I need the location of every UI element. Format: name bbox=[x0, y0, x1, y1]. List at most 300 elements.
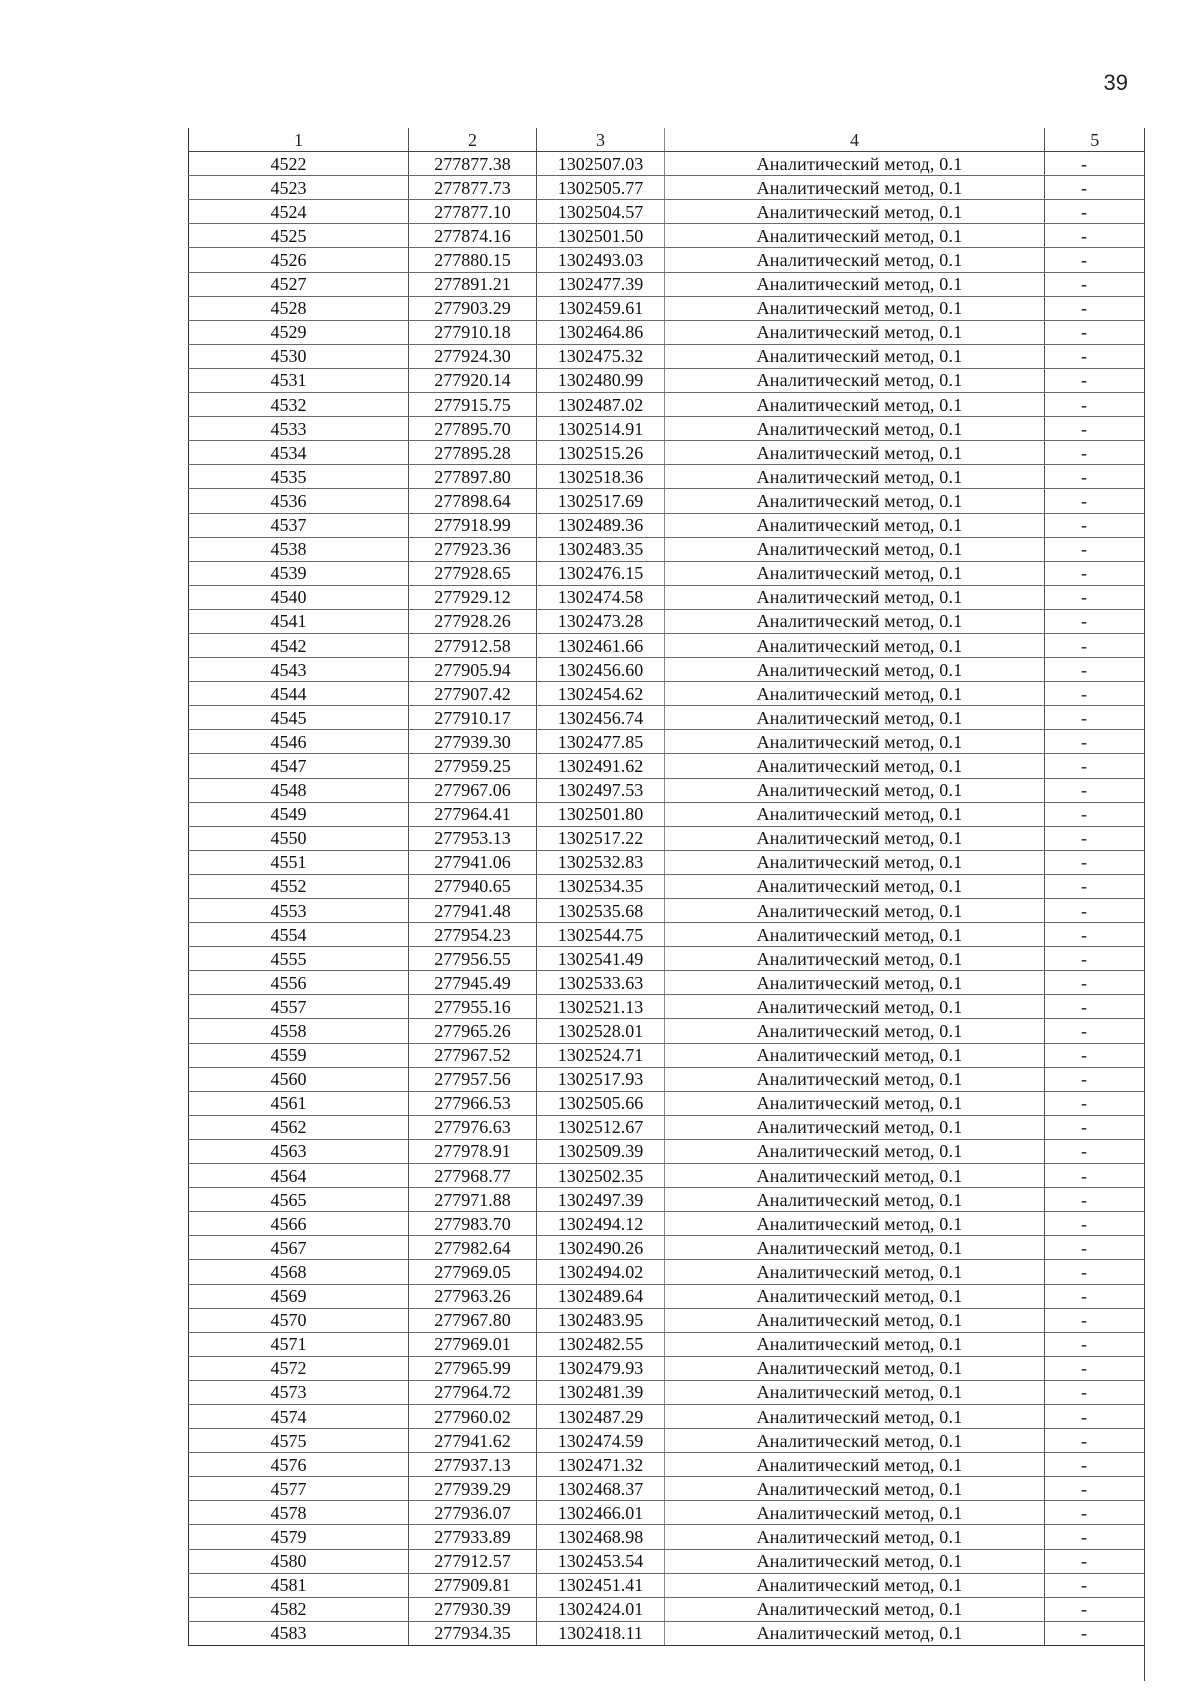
x-coordinate-cell: 277941.48 bbox=[409, 899, 537, 923]
point-number-cell: 4528 bbox=[189, 296, 409, 320]
note-cell: - bbox=[1045, 465, 1145, 489]
method-cell: Аналитический метод, 0.1 bbox=[665, 947, 1045, 971]
note-cell: - bbox=[1045, 730, 1145, 754]
table-row bbox=[189, 1164, 1145, 1188]
method-cell: Аналитический метод, 0.1 bbox=[665, 1356, 1045, 1380]
note-cell: - bbox=[1045, 441, 1145, 465]
point-number-cell: 4544 bbox=[189, 682, 409, 706]
note-cell: - bbox=[1045, 778, 1145, 802]
y-coordinate-cell: 1302521.13 bbox=[537, 995, 665, 1019]
x-coordinate-cell: 277909.81 bbox=[409, 1573, 537, 1597]
point-number-cell: 4523 bbox=[189, 176, 409, 200]
table-row bbox=[189, 1501, 1145, 1525]
x-coordinate-cell: 277939.30 bbox=[409, 730, 537, 754]
y-coordinate-cell: 1302477.85 bbox=[537, 730, 665, 754]
note-cell: - bbox=[1045, 1164, 1145, 1188]
x-coordinate-cell: 277965.99 bbox=[409, 1356, 537, 1380]
point-number-cell: 4529 bbox=[189, 320, 409, 344]
note-cell: - bbox=[1045, 1091, 1145, 1115]
note-cell: - bbox=[1045, 1067, 1145, 1091]
x-coordinate-cell: 277967.80 bbox=[409, 1308, 537, 1332]
x-coordinate-cell: 277895.28 bbox=[409, 441, 537, 465]
point-number-cell: 4551 bbox=[189, 850, 409, 874]
y-coordinate-cell: 1302464.86 bbox=[537, 320, 665, 344]
table-row bbox=[189, 1043, 1145, 1067]
method-cell: Аналитический метод, 0.1 bbox=[665, 1260, 1045, 1284]
note-cell: - bbox=[1045, 1549, 1145, 1573]
y-coordinate-cell: 1302541.49 bbox=[537, 947, 665, 971]
point-number-cell: 4568 bbox=[189, 1260, 409, 1284]
note-cell: - bbox=[1045, 706, 1145, 730]
point-number-cell: 4527 bbox=[189, 272, 409, 296]
table-row bbox=[189, 633, 1145, 657]
note-cell: - bbox=[1045, 923, 1145, 947]
x-coordinate-cell: 277939.29 bbox=[409, 1477, 537, 1501]
x-coordinate-cell: 277903.29 bbox=[409, 296, 537, 320]
method-cell: Аналитический метод, 0.1 bbox=[665, 1091, 1045, 1115]
table-row bbox=[189, 176, 1145, 200]
method-cell: Аналитический метод, 0.1 bbox=[665, 344, 1045, 368]
point-number-cell: 4577 bbox=[189, 1477, 409, 1501]
method-cell: Аналитический метод, 0.1 bbox=[665, 899, 1045, 923]
method-cell: Аналитический метод, 0.1 bbox=[665, 1308, 1045, 1332]
coordinates-table bbox=[188, 128, 1145, 1646]
x-coordinate-cell: 277891.21 bbox=[409, 272, 537, 296]
table-right-border bbox=[1144, 128, 1145, 1681]
note-cell: - bbox=[1045, 1597, 1145, 1621]
note-cell: - bbox=[1045, 1573, 1145, 1597]
y-coordinate-cell: 1302502.35 bbox=[537, 1164, 665, 1188]
point-number-cell: 4538 bbox=[189, 537, 409, 561]
y-coordinate-cell: 1302483.35 bbox=[537, 537, 665, 561]
x-coordinate-cell: 277930.39 bbox=[409, 1597, 537, 1621]
note-cell: - bbox=[1045, 609, 1145, 633]
table-row bbox=[189, 826, 1145, 850]
note-cell: - bbox=[1045, 393, 1145, 417]
note-cell: - bbox=[1045, 272, 1145, 296]
table-row bbox=[189, 417, 1145, 441]
table-row bbox=[189, 802, 1145, 826]
method-cell: Аналитический метод, 0.1 bbox=[665, 850, 1045, 874]
note-cell: - bbox=[1045, 296, 1145, 320]
y-coordinate-cell: 1302468.37 bbox=[537, 1477, 665, 1501]
note-cell: - bbox=[1045, 489, 1145, 513]
point-number-cell: 4570 bbox=[189, 1308, 409, 1332]
x-coordinate-cell: 277969.01 bbox=[409, 1332, 537, 1356]
y-coordinate-cell: 1302456.60 bbox=[537, 658, 665, 682]
note-cell: - bbox=[1045, 1525, 1145, 1549]
x-coordinate-cell: 277954.23 bbox=[409, 923, 537, 947]
table-row bbox=[189, 1212, 1145, 1236]
note-cell: - bbox=[1045, 826, 1145, 850]
table-row bbox=[189, 1067, 1145, 1091]
table-row bbox=[189, 1404, 1145, 1428]
point-number-cell: 4552 bbox=[189, 874, 409, 898]
point-number-cell: 4572 bbox=[189, 1356, 409, 1380]
y-coordinate-cell: 1302471.32 bbox=[537, 1453, 665, 1477]
table-row bbox=[189, 200, 1145, 224]
method-cell: Аналитический метод, 0.1 bbox=[665, 1019, 1045, 1043]
point-number-cell: 4542 bbox=[189, 633, 409, 657]
x-coordinate-cell: 277934.35 bbox=[409, 1621, 537, 1645]
point-number-cell: 4565 bbox=[189, 1188, 409, 1212]
note-cell: - bbox=[1045, 320, 1145, 344]
point-number-cell: 4583 bbox=[189, 1621, 409, 1645]
method-cell: Аналитический метод, 0.1 bbox=[665, 1067, 1045, 1091]
method-cell: Аналитический метод, 0.1 bbox=[665, 730, 1045, 754]
method-cell: Аналитический метод, 0.1 bbox=[665, 417, 1045, 441]
method-cell: Аналитический метод, 0.1 bbox=[665, 609, 1045, 633]
x-coordinate-cell: 277971.88 bbox=[409, 1188, 537, 1212]
table-row bbox=[189, 1597, 1145, 1621]
y-coordinate-cell: 1302454.62 bbox=[537, 682, 665, 706]
table-row bbox=[189, 874, 1145, 898]
y-coordinate-cell: 1302456.74 bbox=[537, 706, 665, 730]
column-header-3: 3 bbox=[537, 128, 665, 152]
y-coordinate-cell: 1302424.01 bbox=[537, 1597, 665, 1621]
y-coordinate-cell: 1302517.22 bbox=[537, 826, 665, 850]
column-header-4: 4 bbox=[665, 128, 1045, 152]
y-coordinate-cell: 1302490.26 bbox=[537, 1236, 665, 1260]
page-number: 39 bbox=[1103, 70, 1128, 95]
x-coordinate-cell: 277912.58 bbox=[409, 633, 537, 657]
method-cell: Аналитический метод, 0.1 bbox=[665, 826, 1045, 850]
table-row bbox=[189, 441, 1145, 465]
y-coordinate-cell: 1302461.66 bbox=[537, 633, 665, 657]
y-coordinate-cell: 1302507.03 bbox=[537, 152, 665, 176]
x-coordinate-cell: 277976.63 bbox=[409, 1115, 537, 1139]
x-coordinate-cell: 277940.65 bbox=[409, 874, 537, 898]
table-row bbox=[189, 1549, 1145, 1573]
x-coordinate-cell: 277936.07 bbox=[409, 1501, 537, 1525]
note-cell: - bbox=[1045, 344, 1145, 368]
x-coordinate-cell: 277965.26 bbox=[409, 1019, 537, 1043]
note-cell: - bbox=[1045, 368, 1145, 392]
method-cell: Аналитический метод, 0.1 bbox=[665, 706, 1045, 730]
note-cell: - bbox=[1045, 513, 1145, 537]
point-number-cell: 4561 bbox=[189, 1091, 409, 1115]
point-number-cell: 4558 bbox=[189, 1019, 409, 1043]
note-cell: - bbox=[1045, 1236, 1145, 1260]
method-cell: Аналитический метод, 0.1 bbox=[665, 1043, 1045, 1067]
method-cell: Аналитический метод, 0.1 bbox=[665, 393, 1045, 417]
note-cell: - bbox=[1045, 682, 1145, 706]
point-number-cell: 4530 bbox=[189, 344, 409, 368]
note-cell: - bbox=[1045, 176, 1145, 200]
column-header-1: 1 bbox=[189, 128, 409, 152]
y-coordinate-cell: 1302493.03 bbox=[537, 248, 665, 272]
note-cell: - bbox=[1045, 1404, 1145, 1428]
x-coordinate-cell: 277907.42 bbox=[409, 682, 537, 706]
method-cell: Аналитический метод, 0.1 bbox=[665, 1525, 1045, 1549]
method-cell: Аналитический метод, 0.1 bbox=[665, 1501, 1045, 1525]
y-coordinate-cell: 1302483.95 bbox=[537, 1308, 665, 1332]
y-coordinate-cell: 1302453.54 bbox=[537, 1549, 665, 1573]
point-number-cell: 4548 bbox=[189, 778, 409, 802]
y-coordinate-cell: 1302494.02 bbox=[537, 1260, 665, 1284]
method-cell: Аналитический метод, 0.1 bbox=[665, 176, 1045, 200]
x-coordinate-cell: 277978.91 bbox=[409, 1139, 537, 1163]
point-number-cell: 4535 bbox=[189, 465, 409, 489]
note-cell: - bbox=[1045, 1188, 1145, 1212]
method-cell: Аналитический метод, 0.1 bbox=[665, 489, 1045, 513]
point-number-cell: 4549 bbox=[189, 802, 409, 826]
x-coordinate-cell: 277964.41 bbox=[409, 802, 537, 826]
point-number-cell: 4539 bbox=[189, 561, 409, 585]
point-number-cell: 4563 bbox=[189, 1139, 409, 1163]
point-number-cell: 4536 bbox=[189, 489, 409, 513]
y-coordinate-cell: 1302509.39 bbox=[537, 1139, 665, 1163]
method-cell: Аналитический метод, 0.1 bbox=[665, 1332, 1045, 1356]
y-coordinate-cell: 1302515.26 bbox=[537, 441, 665, 465]
table-row bbox=[189, 1091, 1145, 1115]
table-row bbox=[189, 465, 1145, 489]
table-row bbox=[189, 489, 1145, 513]
x-coordinate-cell: 277968.77 bbox=[409, 1164, 537, 1188]
point-number-cell: 4547 bbox=[189, 754, 409, 778]
y-coordinate-cell: 1302535.68 bbox=[537, 899, 665, 923]
y-coordinate-cell: 1302482.55 bbox=[537, 1332, 665, 1356]
method-cell: Аналитический метод, 0.1 bbox=[665, 272, 1045, 296]
table-header bbox=[189, 128, 1145, 152]
method-cell: Аналитический метод, 0.1 bbox=[665, 754, 1045, 778]
note-cell: - bbox=[1045, 1260, 1145, 1284]
table-row bbox=[189, 658, 1145, 682]
y-coordinate-cell: 1302528.01 bbox=[537, 1019, 665, 1043]
y-coordinate-cell: 1302487.29 bbox=[537, 1404, 665, 1428]
note-cell: - bbox=[1045, 995, 1145, 1019]
table-body bbox=[189, 152, 1145, 1646]
x-coordinate-cell: 277877.10 bbox=[409, 200, 537, 224]
y-coordinate-cell: 1302504.57 bbox=[537, 200, 665, 224]
point-number-cell: 4532 bbox=[189, 393, 409, 417]
header-row bbox=[189, 128, 1145, 152]
point-number-cell: 4579 bbox=[189, 1525, 409, 1549]
note-cell: - bbox=[1045, 417, 1145, 441]
point-number-cell: 4581 bbox=[189, 1573, 409, 1597]
method-cell: Аналитический метод, 0.1 bbox=[665, 802, 1045, 826]
point-number-cell: 4541 bbox=[189, 609, 409, 633]
table-row bbox=[189, 393, 1145, 417]
note-cell: - bbox=[1045, 224, 1145, 248]
point-number-cell: 4556 bbox=[189, 971, 409, 995]
x-coordinate-cell: 277915.75 bbox=[409, 393, 537, 417]
method-cell: Аналитический метод, 0.1 bbox=[665, 296, 1045, 320]
method-cell: Аналитический метод, 0.1 bbox=[665, 995, 1045, 1019]
note-cell: - bbox=[1045, 1429, 1145, 1453]
x-coordinate-cell: 277983.70 bbox=[409, 1212, 537, 1236]
table-row bbox=[189, 296, 1145, 320]
table-row bbox=[189, 224, 1145, 248]
point-number-cell: 4560 bbox=[189, 1067, 409, 1091]
table-row bbox=[189, 682, 1145, 706]
note-cell: - bbox=[1045, 561, 1145, 585]
table-row bbox=[189, 947, 1145, 971]
y-coordinate-cell: 1302534.35 bbox=[537, 874, 665, 898]
column-header-2: 2 bbox=[409, 128, 537, 152]
point-number-cell: 4580 bbox=[189, 1549, 409, 1573]
table-row bbox=[189, 923, 1145, 947]
x-coordinate-cell: 277897.80 bbox=[409, 465, 537, 489]
x-coordinate-cell: 277945.49 bbox=[409, 971, 537, 995]
method-cell: Аналитический метод, 0.1 bbox=[665, 1139, 1045, 1163]
method-cell: Аналитический метод, 0.1 bbox=[665, 1429, 1045, 1453]
method-cell: Аналитический метод, 0.1 bbox=[665, 368, 1045, 392]
point-number-cell: 4578 bbox=[189, 1501, 409, 1525]
table-row bbox=[189, 248, 1145, 272]
note-cell: - bbox=[1045, 658, 1145, 682]
y-coordinate-cell: 1302451.41 bbox=[537, 1573, 665, 1597]
point-number-cell: 4533 bbox=[189, 417, 409, 441]
y-coordinate-cell: 1302477.39 bbox=[537, 272, 665, 296]
table-row bbox=[189, 609, 1145, 633]
point-number-cell: 4573 bbox=[189, 1380, 409, 1404]
point-number-cell: 4562 bbox=[189, 1115, 409, 1139]
x-coordinate-cell: 277967.52 bbox=[409, 1043, 537, 1067]
method-cell: Аналитический метод, 0.1 bbox=[665, 923, 1045, 947]
method-cell: Аналитический метод, 0.1 bbox=[665, 200, 1045, 224]
x-coordinate-cell: 277874.16 bbox=[409, 224, 537, 248]
y-coordinate-cell: 1302473.28 bbox=[537, 609, 665, 633]
table-row bbox=[189, 1356, 1145, 1380]
y-coordinate-cell: 1302501.80 bbox=[537, 802, 665, 826]
y-coordinate-cell: 1302518.36 bbox=[537, 465, 665, 489]
y-coordinate-cell: 1302468.98 bbox=[537, 1525, 665, 1549]
x-coordinate-cell: 277905.94 bbox=[409, 658, 537, 682]
point-number-cell: 4553 bbox=[189, 899, 409, 923]
x-coordinate-cell: 277923.36 bbox=[409, 537, 537, 561]
x-coordinate-cell: 277928.26 bbox=[409, 609, 537, 633]
table-row bbox=[189, 754, 1145, 778]
x-coordinate-cell: 277941.62 bbox=[409, 1429, 537, 1453]
note-cell: - bbox=[1045, 152, 1145, 176]
table-row bbox=[189, 1429, 1145, 1453]
point-number-cell: 4540 bbox=[189, 585, 409, 609]
method-cell: Аналитический метод, 0.1 bbox=[665, 248, 1045, 272]
method-cell: Аналитический метод, 0.1 bbox=[665, 465, 1045, 489]
y-coordinate-cell: 1302489.64 bbox=[537, 1284, 665, 1308]
point-number-cell: 4524 bbox=[189, 200, 409, 224]
x-coordinate-cell: 277898.64 bbox=[409, 489, 537, 513]
note-cell: - bbox=[1045, 1115, 1145, 1139]
x-coordinate-cell: 277953.13 bbox=[409, 826, 537, 850]
table-row bbox=[189, 368, 1145, 392]
note-cell: - bbox=[1045, 754, 1145, 778]
x-coordinate-cell: 277918.99 bbox=[409, 513, 537, 537]
method-cell: Аналитический метод, 0.1 bbox=[665, 1477, 1045, 1501]
table-row bbox=[189, 1477, 1145, 1501]
method-cell: Аналитический метод, 0.1 bbox=[665, 874, 1045, 898]
table-row bbox=[189, 537, 1145, 561]
table-row bbox=[189, 899, 1145, 923]
x-coordinate-cell: 277929.12 bbox=[409, 585, 537, 609]
note-cell: - bbox=[1045, 1477, 1145, 1501]
y-coordinate-cell: 1302514.91 bbox=[537, 417, 665, 441]
table-row bbox=[189, 344, 1145, 368]
point-number-cell: 4582 bbox=[189, 1597, 409, 1621]
x-coordinate-cell: 277912.57 bbox=[409, 1549, 537, 1573]
note-cell: - bbox=[1045, 1356, 1145, 1380]
x-coordinate-cell: 277956.55 bbox=[409, 947, 537, 971]
point-number-cell: 4546 bbox=[189, 730, 409, 754]
note-cell: - bbox=[1045, 248, 1145, 272]
note-cell: - bbox=[1045, 585, 1145, 609]
note-cell: - bbox=[1045, 537, 1145, 561]
point-number-cell: 4537 bbox=[189, 513, 409, 537]
method-cell: Аналитический метод, 0.1 bbox=[665, 1188, 1045, 1212]
table-row bbox=[189, 152, 1145, 176]
note-cell: - bbox=[1045, 1139, 1145, 1163]
table-row bbox=[189, 1019, 1145, 1043]
note-cell: - bbox=[1045, 1019, 1145, 1043]
method-cell: Аналитический метод, 0.1 bbox=[665, 1573, 1045, 1597]
point-number-cell: 4526 bbox=[189, 248, 409, 272]
y-coordinate-cell: 1302480.99 bbox=[537, 368, 665, 392]
note-cell: - bbox=[1045, 1332, 1145, 1356]
y-coordinate-cell: 1302489.36 bbox=[537, 513, 665, 537]
method-cell: Аналитический метод, 0.1 bbox=[665, 1115, 1045, 1139]
x-coordinate-cell: 277966.53 bbox=[409, 1091, 537, 1115]
column-header-5: 5 bbox=[1045, 128, 1145, 152]
note-cell: - bbox=[1045, 947, 1145, 971]
y-coordinate-cell: 1302505.66 bbox=[537, 1091, 665, 1115]
x-coordinate-cell: 277963.26 bbox=[409, 1284, 537, 1308]
point-number-cell: 4567 bbox=[189, 1236, 409, 1260]
method-cell: Аналитический метод, 0.1 bbox=[665, 1621, 1045, 1645]
point-number-cell: 4525 bbox=[189, 224, 409, 248]
table-row bbox=[189, 272, 1145, 296]
y-coordinate-cell: 1302517.93 bbox=[537, 1067, 665, 1091]
note-cell: - bbox=[1045, 1308, 1145, 1332]
y-coordinate-cell: 1302497.39 bbox=[537, 1188, 665, 1212]
table-row bbox=[189, 730, 1145, 754]
point-number-cell: 4534 bbox=[189, 441, 409, 465]
y-coordinate-cell: 1302494.12 bbox=[537, 1212, 665, 1236]
x-coordinate-cell: 277969.05 bbox=[409, 1260, 537, 1284]
table-row bbox=[189, 995, 1145, 1019]
y-coordinate-cell: 1302532.83 bbox=[537, 850, 665, 874]
table-row bbox=[189, 778, 1145, 802]
note-cell: - bbox=[1045, 1212, 1145, 1236]
method-cell: Аналитический метод, 0.1 bbox=[665, 537, 1045, 561]
method-cell: Аналитический метод, 0.1 bbox=[665, 1284, 1045, 1308]
table-row bbox=[189, 850, 1145, 874]
y-coordinate-cell: 1302501.50 bbox=[537, 224, 665, 248]
note-cell: - bbox=[1045, 1501, 1145, 1525]
y-coordinate-cell: 1302512.67 bbox=[537, 1115, 665, 1139]
x-coordinate-cell: 277920.14 bbox=[409, 368, 537, 392]
method-cell: Аналитический метод, 0.1 bbox=[665, 1212, 1045, 1236]
point-number-cell: 4574 bbox=[189, 1404, 409, 1428]
x-coordinate-cell: 277957.56 bbox=[409, 1067, 537, 1091]
point-number-cell: 4555 bbox=[189, 947, 409, 971]
table-row bbox=[189, 561, 1145, 585]
table-row bbox=[189, 513, 1145, 537]
method-cell: Аналитический метод, 0.1 bbox=[665, 152, 1045, 176]
table-row bbox=[189, 706, 1145, 730]
method-cell: Аналитический метод, 0.1 bbox=[665, 682, 1045, 706]
note-cell: - bbox=[1045, 899, 1145, 923]
point-number-cell: 4576 bbox=[189, 1453, 409, 1477]
method-cell: Аналитический метод, 0.1 bbox=[665, 1549, 1045, 1573]
y-coordinate-cell: 1302505.77 bbox=[537, 176, 665, 200]
table-row bbox=[189, 585, 1145, 609]
note-cell: - bbox=[1045, 850, 1145, 874]
method-cell: Аналитический метод, 0.1 bbox=[665, 320, 1045, 344]
point-number-cell: 4559 bbox=[189, 1043, 409, 1067]
point-number-cell: 4554 bbox=[189, 923, 409, 947]
y-coordinate-cell: 1302479.93 bbox=[537, 1356, 665, 1380]
